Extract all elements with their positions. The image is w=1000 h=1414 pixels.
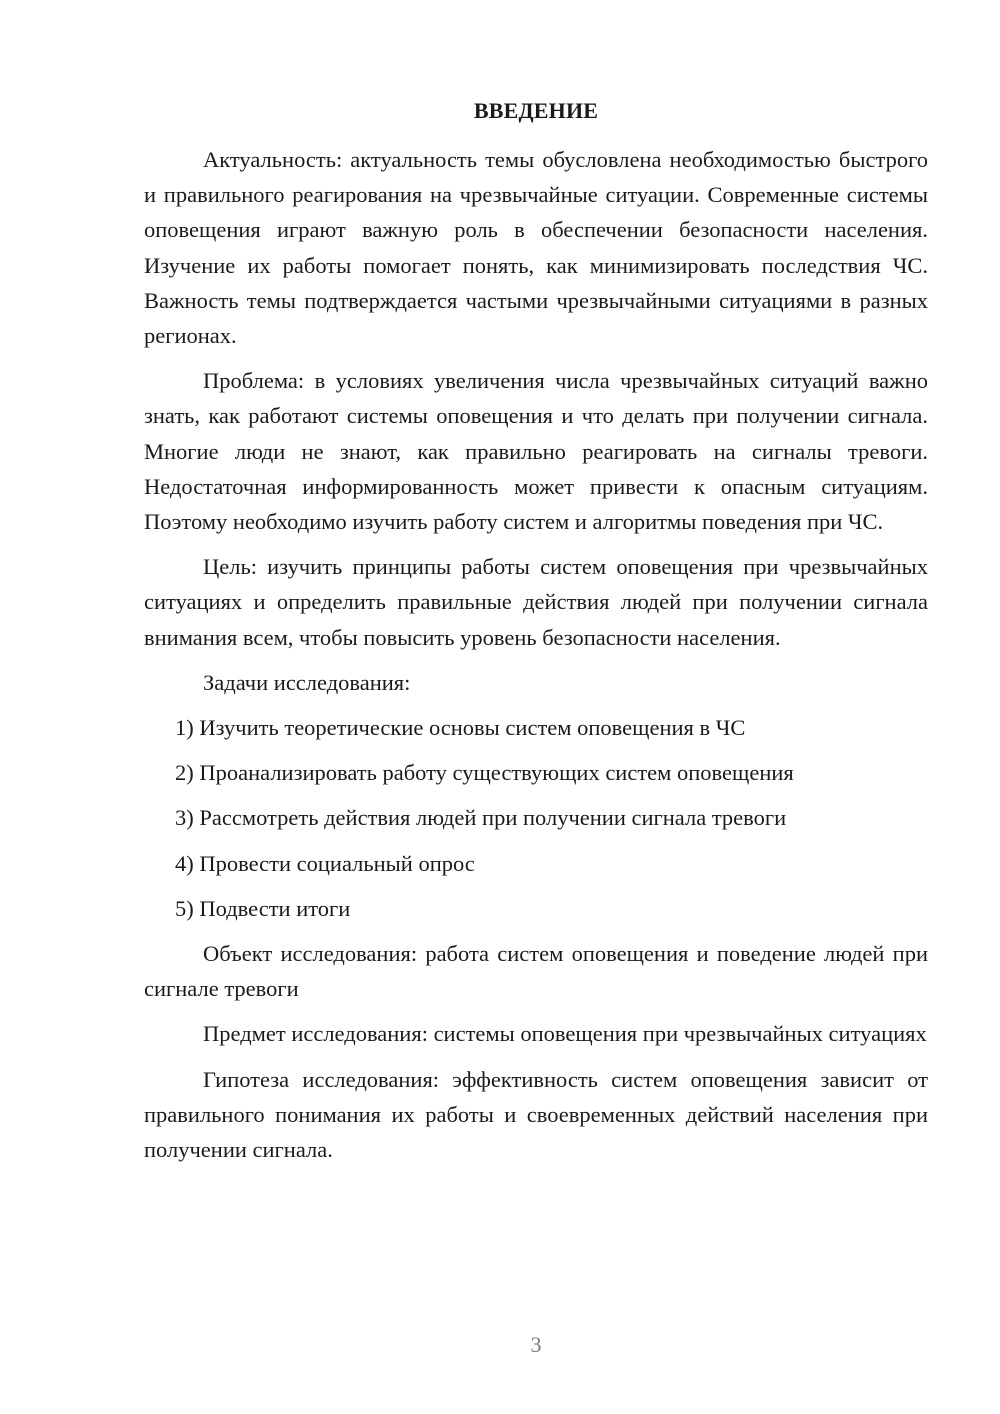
page-number: 3 (530, 1332, 542, 1357)
task-item-1: 1) Изучить теоретические основы систем оповещения в ЧС (175, 715, 746, 741)
task-item-5: 5) Подвести итоги (175, 895, 351, 921)
task-item-4: 4) Провести социальный опрос (175, 850, 475, 876)
page-title: ВВЕДЕНИЕ (473, 98, 599, 123)
document-body (144, 142, 928, 1177)
task-item-3: 3) Рассмотреть действия людей при получении сигнала тревоги (175, 805, 787, 831)
tasks-heading: Задачи исследования: (203, 669, 411, 695)
goal-paragraph: Цель: изучить принципы работы систем оповещения при чрезвычайных ситуациях и определить правильные действия людей при получении сигнала внимания всем, чтобы повысить уровень безопасности населения. (144, 554, 928, 650)
task-item-2: 2) Проанализировать работу существующих систем оповещения (175, 760, 794, 786)
problem-paragraph: Проблема: в условиях увеличения числа чрезвычайных ситуаций важно знать, как работают системы оповещения и что делать при получении сигнала. Многие люди не знают, как правильно реагировать на сигналы тревоги. Недостаточная информированность может привести к опасным ситуациям. Поэтому необходимо изучить работу систем и алгоритмы поведения при ЧС. (144, 368, 928, 535)
task-list (144, 710, 928, 926)
hypothesis-paragraph: Гипотеза исследования: эффективность систем оповещения зависит от правильного понимания их работы и своевременных действий населения при получении сигнала. (144, 1066, 928, 1163)
relevance-paragraph: Актуальность: актуальность темы обусловлена необходимостью быстрого и правильного реагирования на чрезвычайные ситуации. Современные системы оповещения играют важную роль в обеспечении безопасности населения. Изучение их работы помогает понять, как минимизировать последствия ЧС. Важность темы подтверждается частыми чрезвычайными ситуациями в разных регионах. (144, 147, 928, 349)
object-paragraph: Объект исследования: работа систем оповещения и поведение людей при сигнале тревоги (144, 941, 928, 1002)
subject-paragraph: Предмет исследования: системы оповещения при чрезвычайных ситуациях (203, 1021, 927, 1047)
